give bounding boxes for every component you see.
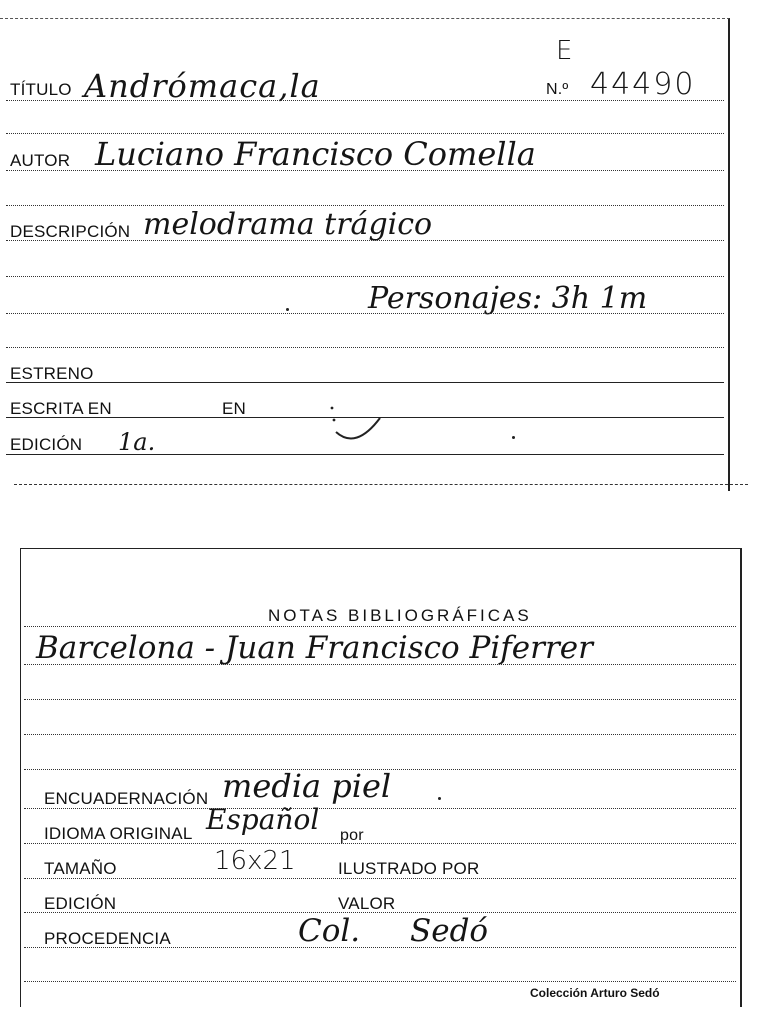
rule-b12: [24, 981, 736, 982]
estreno-label: ESTRENO: [10, 364, 94, 383]
notas-rule: [24, 626, 736, 627]
hole-punch-mark: [328, 402, 388, 448]
escrita-en-label: ESCRITA EN: [10, 399, 112, 418]
edicion-label: EDICIÓN: [10, 435, 83, 454]
titulo-rule: [6, 100, 724, 101]
tamano-value: 16x21: [214, 846, 296, 876]
corner-mark: E: [556, 36, 573, 66]
autor-label: AUTOR: [10, 151, 71, 170]
collection-footer: Colección Arturo Sedó: [530, 986, 660, 1000]
ilustrado-label: ILUSTRADO POR: [338, 859, 480, 878]
titulo-value: Andrómaca,la: [84, 67, 321, 105]
ink-speck-3: [438, 797, 441, 800]
notas-line: Barcelona - Juan Francisco Piferrer: [36, 630, 593, 666]
estreno-rule: [6, 382, 724, 383]
rule-2: [6, 133, 724, 134]
tamano-label: TAMAÑO: [44, 859, 117, 878]
rule-8: [6, 347, 724, 348]
procedencia-label: PROCEDENCIA: [44, 929, 171, 948]
numero-value: 44490: [590, 67, 696, 102]
tamano-rule: [24, 878, 736, 879]
ink-speck-2: [512, 436, 515, 439]
encuadernacion-rule: [24, 808, 736, 809]
descripcion-value: melodrama trágico: [143, 207, 433, 242]
descripcion-label: DESCRIPCIÓN: [10, 222, 131, 241]
valor-label: VALOR: [338, 894, 396, 913]
ink-speck: [286, 308, 289, 311]
encuadernacion-label: ENCUADERNACIÓN: [44, 789, 209, 808]
por-label: por: [340, 827, 364, 844]
idioma-label: IDIOMA ORIGINAL: [44, 824, 193, 843]
encuadernacion-value: media piel: [222, 767, 392, 805]
rule-b3: [24, 699, 736, 700]
edicion-value: 1a.: [118, 428, 156, 456]
rule-6: [6, 276, 724, 277]
idioma-value: Español: [206, 803, 320, 836]
procedencia-value: Col. Sedó: [298, 913, 489, 949]
autor-value: Luciano Francisco Comella: [95, 135, 536, 173]
idioma-rule: [24, 843, 736, 844]
numero-label: N.º: [546, 81, 569, 98]
notas-heading: NOTAS BIBLIOGRÁFICAS: [268, 606, 532, 625]
edicion2-label: EDICIÓN: [44, 894, 117, 913]
card-bottom-edge: [14, 484, 748, 485]
rule-7: [6, 313, 724, 314]
edicion-rule: [6, 454, 724, 455]
procedencia-rule: [24, 947, 736, 948]
descripcion-rule: [6, 240, 724, 241]
personajes-note: Personajes: 3h 1m: [368, 281, 648, 316]
en-label: EN: [222, 399, 247, 418]
autor-rule: [6, 170, 724, 171]
titulo-label: TÍTULO: [10, 80, 72, 99]
rule-b2: [24, 664, 736, 665]
rule-b4: [24, 734, 736, 735]
rule-4: [6, 205, 724, 206]
